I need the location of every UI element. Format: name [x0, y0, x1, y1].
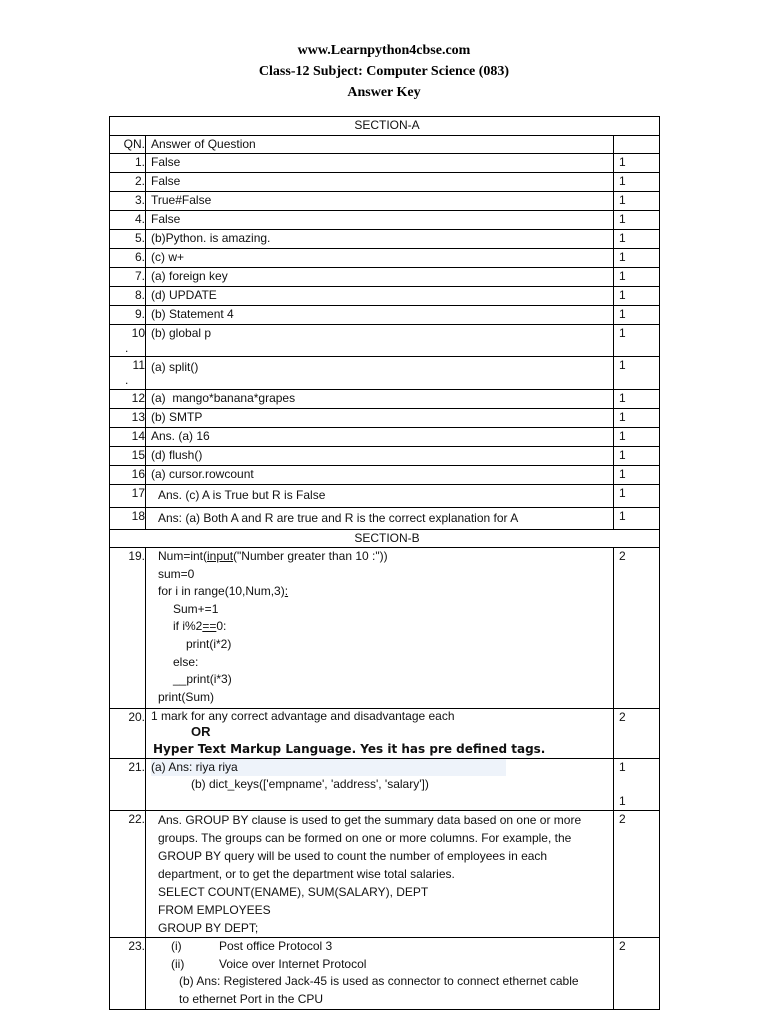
question-number-text: 11 [132, 358, 145, 372]
column-header-marks [614, 136, 660, 154]
code-text-underlined: input [207, 549, 234, 563]
marks-cell: 1 [614, 447, 660, 466]
answer-cell: (a) mango*banana*grapes [146, 390, 614, 409]
answer-cell: False [146, 154, 614, 173]
answer-cell-q23 [146, 938, 614, 1010]
marks-cell: 1 [614, 230, 660, 249]
answer-cell: (c) w+ [146, 249, 614, 268]
answer-cell: (b) global p [146, 325, 614, 357]
table-row-q20 [110, 709, 660, 759]
list-marker: (ii) [171, 956, 185, 971]
answer-line: (b) dict_keys(['empname', 'address', 'salary']) [191, 777, 429, 791]
question-number [110, 230, 146, 249]
code-line: print(i*2) [186, 636, 232, 651]
question-number-text: 2. [134, 174, 145, 188]
question-number: 20. [110, 709, 146, 759]
marks-cell: 1 [614, 428, 660, 447]
answer-cell: (b) Statement 4 [146, 306, 614, 325]
question-number-text: 7. [134, 269, 145, 283]
table-row [110, 428, 660, 447]
question-number-text: 14 [131, 429, 145, 443]
question-number [110, 287, 146, 306]
question-number: 22. [110, 811, 146, 938]
marks-cell: 1 [614, 287, 660, 306]
question-number [110, 466, 146, 485]
answer-cell: (a) cursor.rowcount [146, 466, 614, 485]
code-text: ("Number greater than 10 :")) [233, 549, 388, 563]
question-number-text: 1. [134, 155, 145, 169]
question-number [110, 325, 146, 357]
answer-line: 1 mark for any correct advantage and disadvantage each [151, 709, 455, 723]
answer-cell: (a) foreign key [146, 268, 614, 287]
marks-cell: 2 [614, 709, 660, 759]
marks-cell: 2 [614, 811, 660, 938]
question-number [110, 508, 146, 530]
answer-line: FROM EMPLOYEES [158, 903, 271, 917]
table-row [110, 306, 660, 325]
section-b-heading: SECTION-B [110, 530, 660, 548]
question-number-text: 9. [134, 307, 145, 321]
code-line [158, 583, 613, 601]
marks-cell: 1 [614, 409, 660, 428]
question-number [110, 409, 146, 428]
section-a-heading: SECTION-A [110, 117, 660, 136]
question-number-dot: . [125, 373, 129, 387]
answer-cell-q22 [146, 811, 614, 938]
section-b-body [110, 530, 660, 1010]
table-row [110, 249, 660, 268]
question-number-text: 8. [134, 288, 145, 302]
marks-cell: 1 [614, 357, 660, 390]
table-row [110, 211, 660, 230]
question-number-text: 12 [131, 391, 145, 405]
subject-heading: Class-12 Subject: Computer Science (083) [258, 64, 510, 79]
page-title: Answer Key [347, 85, 421, 100]
answer-cell: False [146, 173, 614, 192]
code-text-underlined: : [284, 584, 289, 599]
question-number [110, 306, 146, 325]
table-row [110, 447, 660, 466]
website-heading: www.Learnpython4cbse.com [297, 43, 471, 58]
code-line: __print(i*3) [173, 672, 232, 687]
list-marker: (i) [171, 939, 182, 953]
answer-key-table [109, 116, 660, 1010]
column-header-qn: QN. [110, 136, 146, 154]
marks-cell: 1 [614, 173, 660, 192]
question-number [110, 447, 146, 466]
answer-cell-q20 [146, 709, 614, 759]
answer-cell-q19 [146, 548, 614, 709]
marks-cell: 1 [614, 485, 660, 508]
question-number-text: 15 [131, 448, 145, 462]
code-text: for i in range(10,Num,3) [158, 584, 285, 599]
table-row-q23 [110, 938, 660, 1010]
question-number [110, 154, 146, 173]
table-row-q19 [110, 548, 660, 709]
answer-cell: False [146, 211, 614, 230]
marks-cell [614, 759, 660, 811]
answer-text: Post office Protocol 3 [219, 939, 333, 953]
marks-cell: 1 [614, 154, 660, 173]
question-number-text: 6. [134, 250, 145, 264]
question-number [110, 268, 146, 287]
answer-line: to ethernet Port in the CPU [179, 991, 324, 1006]
table-row [110, 466, 660, 485]
table-row [110, 173, 660, 192]
marks-cell: 1 [614, 508, 660, 530]
answer-cell: Ans. (a) 16 [146, 428, 614, 447]
answer-line: department, or to get the department wise total salaries. [158, 867, 455, 881]
marks-cell: 1 [614, 390, 660, 409]
question-number-text: 16 [131, 467, 145, 481]
code-text: if i%2 [173, 619, 203, 634]
marks-cell: 1 [614, 466, 660, 485]
question-number: 21. [110, 759, 146, 811]
marks-cell: 1 [614, 211, 660, 230]
table-row [110, 154, 660, 173]
answer-cell: Ans. (c) A is True but R is False [146, 485, 614, 508]
answer-text: Voice over Internet Protocol [219, 956, 367, 971]
question-number: 19. [110, 548, 146, 709]
question-number-text: 18 [131, 509, 145, 523]
question-number [110, 211, 146, 230]
question-number-text: 10 [131, 326, 145, 340]
answer-line: GROUP BY DEPT; [158, 921, 259, 935]
question-number-text: 5. [134, 231, 145, 245]
code-line: print(Sum) [158, 689, 215, 704]
answer-line-bold: Hyper Text Markup Language. Yes it has pre defined tags. [153, 742, 546, 756]
question-number-dot: . [125, 341, 129, 355]
marks-cell: 1 [614, 249, 660, 268]
table-row [110, 390, 660, 409]
question-number-text: 3. [134, 193, 145, 207]
code-line [158, 618, 613, 636]
code-text-underlined: == [202, 619, 217, 634]
marks-cell: 1 [614, 325, 660, 357]
table-row [110, 485, 660, 508]
answer-cell: (d) UPDATE [146, 287, 614, 306]
question-number [110, 173, 146, 192]
marks-cell: 2 [614, 938, 660, 1010]
table-row [110, 409, 660, 428]
answer-cell: (d) flush() [146, 447, 614, 466]
marks-value: 1 [619, 760, 626, 774]
answer-line: Ans. GROUP BY clause is used to get the summary data based on one or more [158, 813, 582, 827]
marks-cell: 2 [614, 548, 660, 709]
table-row-q22 [110, 811, 660, 938]
marks-cell: 1 [614, 268, 660, 287]
table-row-q21 [110, 759, 660, 811]
or-label: OR [191, 724, 211, 739]
table-row [110, 192, 660, 211]
marks-cell: 1 [614, 306, 660, 325]
answer-line: (b) Ans: Registered Jack-45 is used as connector to connect ethernet cable [179, 974, 579, 988]
question-number [110, 357, 146, 390]
answer-line [151, 956, 613, 974]
answer-line: GROUP BY query will be used to count the number of employees in each [158, 849, 548, 863]
question-number [110, 390, 146, 409]
table-row [110, 287, 660, 306]
table-row [110, 508, 660, 530]
answer-cell: Ans: (a) Both A and R are true and R is the correct explanation for A [146, 508, 614, 530]
question-number-text: 17 [131, 486, 145, 500]
marks-value: 1 [619, 794, 626, 808]
section-a-body [110, 117, 660, 530]
question-number-text: 13 [131, 410, 145, 424]
answer-line [151, 938, 613, 956]
answer-line: groups. The groups can be formed on one or more columns. For example, the [158, 831, 572, 845]
answer-cell: (b) SMTP [146, 409, 614, 428]
table-row [110, 357, 660, 390]
table-row [110, 325, 660, 357]
question-number [110, 428, 146, 447]
answer-cell-q21 [146, 759, 614, 811]
code-line [158, 548, 613, 566]
question-number: 23. [110, 938, 146, 1010]
answer-cell: True#False [146, 192, 614, 211]
code-line: sum=0 [158, 566, 195, 581]
question-number-text: 4. [134, 212, 145, 226]
table-row [110, 268, 660, 287]
code-line: Sum+=1 [173, 601, 219, 616]
question-number [110, 249, 146, 268]
code-line: else: [173, 654, 199, 669]
answer-line: SELECT COUNT(ENAME), SUM(SALARY), DEPT [158, 885, 429, 899]
code-text: Num=int( [158, 549, 208, 563]
answer-cell: (a) split() [146, 357, 614, 390]
code-text: 0: [216, 619, 227, 634]
question-number [110, 192, 146, 211]
answer-cell: (b)Python. is amazing. [146, 230, 614, 249]
table-row [110, 230, 660, 249]
answer-line: (a) Ans: riya riya [151, 759, 506, 776]
marks-cell: 1 [614, 192, 660, 211]
column-header-answer: Answer of Question [146, 136, 614, 154]
question-number [110, 485, 146, 508]
